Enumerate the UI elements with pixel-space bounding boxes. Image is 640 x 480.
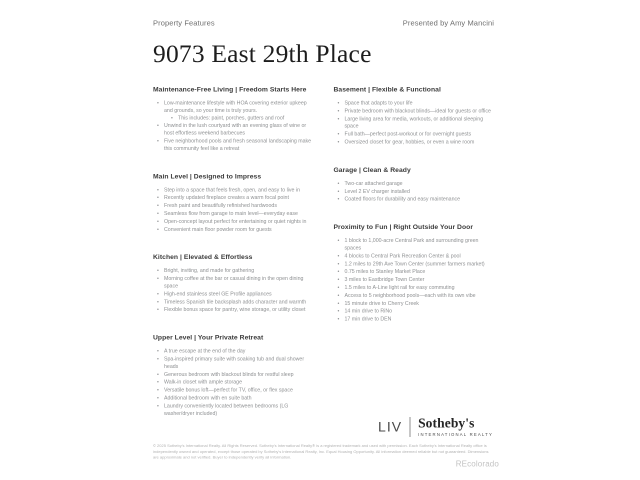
feature-bullet bbox=[156, 387, 314, 394]
bullet-icon: • bbox=[337, 115, 340, 122]
bullet-text: 17 min drive to DEN bbox=[344, 316, 392, 323]
bullet-text: 1.2 miles to 29th Ave Town Center (summer farmers market) bbox=[344, 260, 485, 267]
feature-sub-bullet bbox=[170, 114, 314, 121]
bullet-text: 14 min drive to RiNo bbox=[344, 308, 393, 315]
feature-bullet bbox=[337, 300, 495, 307]
presented-by-label: Presented by Amy Mancini bbox=[402, 19, 494, 28]
feature-section bbox=[153, 172, 314, 233]
bullet-icon: • bbox=[337, 268, 340, 275]
bullet-icon: • bbox=[337, 292, 340, 299]
bullet-icon: • bbox=[337, 276, 340, 283]
feature-sublist bbox=[164, 114, 314, 121]
feature-list bbox=[153, 186, 314, 233]
section-title: Proximity to Fun | Right Outside Your Door bbox=[333, 223, 473, 231]
bullet-text: Recently updated fireplace creates a warm focal point bbox=[164, 194, 289, 201]
bullet-text: Spa-inspired primary suite with soaking tub and dual shower heads bbox=[164, 355, 305, 370]
bullet-text: This includes: paint, porches, gutters and roof bbox=[178, 114, 285, 121]
page-header bbox=[153, 0, 494, 28]
feature-bullet bbox=[156, 371, 314, 378]
feature-bullet bbox=[337, 276, 495, 283]
logo-divider bbox=[410, 417, 411, 437]
bullet-text: Fresh paint and beautifully refinished hardwoods bbox=[164, 202, 277, 209]
bullet-icon: • bbox=[157, 290, 159, 297]
logo-tagline: INTERNATIONAL REALTY bbox=[418, 432, 493, 437]
feature-list bbox=[153, 100, 314, 153]
bullet-icon: • bbox=[157, 394, 159, 401]
feature-bullet bbox=[337, 188, 495, 195]
feature-bullet bbox=[337, 308, 495, 315]
bullet-text: 15 minute drive to Cherry Creek bbox=[344, 300, 419, 307]
feature-bullet bbox=[156, 194, 314, 201]
section-title: Main Level | Designed to Impress bbox=[153, 172, 262, 180]
doc-type-label: Property Features bbox=[153, 19, 215, 28]
feature-section bbox=[153, 253, 314, 313]
sothebys-logo-block bbox=[418, 417, 493, 438]
bullet-text: Flexible bonus space for pantry, wine storage, or utility closet bbox=[164, 306, 306, 313]
bullet-icon: • bbox=[157, 387, 159, 394]
feature-bullet bbox=[337, 260, 495, 267]
bullet-text: Space that adapts to your life bbox=[344, 100, 413, 106]
bullet-text: Access to 5 neighborhood pools—each with its own vibe bbox=[344, 292, 476, 299]
bullet-text: Unwind in the lush courtyard with an evening glass of wine or host effortless weekend barbecues bbox=[164, 122, 307, 137]
section-title: Maintenance-Free Living | Freedom Starts Here bbox=[153, 85, 307, 93]
bullet-icon: • bbox=[171, 114, 173, 121]
feature-bullet bbox=[156, 137, 314, 152]
feature-bullet bbox=[337, 237, 495, 252]
feature-bullet bbox=[156, 379, 314, 386]
bullet-text: 1 block to 1,000-acre Central Park and surrounding green spaces bbox=[344, 237, 479, 251]
bullet-icon: • bbox=[337, 260, 340, 267]
bullet-text: Walk-in closet with ample storage bbox=[164, 379, 243, 386]
feature-bullet bbox=[337, 196, 495, 203]
feature-bullet bbox=[156, 306, 314, 313]
bullet-icon: • bbox=[157, 210, 159, 217]
bullet-text: Versatile bonus loft—perfect for TV, office, or flex space bbox=[164, 387, 293, 394]
bullet-text: Full bath—perfect post-workout or for overnight guests bbox=[344, 131, 472, 138]
bullet-text: Bright, inviting, and made for gathering bbox=[164, 267, 255, 274]
bullet-icon: • bbox=[157, 348, 159, 355]
section-title: Kitchen | Elevated & Effortless bbox=[153, 253, 253, 261]
feature-bullet bbox=[337, 115, 495, 130]
bullet-text: 0.75 miles to Stanley Market Place bbox=[344, 268, 426, 275]
section-title: Garage | Clean & Ready bbox=[333, 165, 411, 174]
left-column bbox=[153, 86, 314, 438]
feature-list bbox=[153, 348, 314, 418]
bullet-text: Generous bedroom with blackout blinds for restful sleep bbox=[164, 371, 294, 378]
bullet-text: Convenient main floor powder room for guests bbox=[164, 226, 272, 233]
feature-section bbox=[153, 86, 314, 153]
sothebys-logo-text: Sotheby's bbox=[418, 415, 475, 431]
feature-bullet bbox=[337, 100, 495, 107]
bullet-icon: • bbox=[337, 131, 340, 138]
bullet-text: Five neighborhood pools and fresh seasonal landscaping make this community feel like a retreat bbox=[164, 137, 312, 152]
feature-bullet bbox=[337, 268, 495, 275]
bullet-text: Laundry conveniently located between bedrooms (LG washer/dryer included) bbox=[164, 402, 289, 417]
property-address-title: 9073 East 29th Place bbox=[153, 40, 372, 68]
bullet-icon: • bbox=[337, 138, 340, 145]
bullet-text: A true escape at the end of the day bbox=[164, 348, 246, 355]
bullet-text: Morning coffee at the bar or casual dining in the open dining space bbox=[164, 275, 304, 289]
bullet-icon: • bbox=[157, 100, 159, 106]
legal-disclaimer: © 2025 Sotheby's International Realty. All Rights Reserved. Sotheby's International Realty® is a registered trademark and used with permission. Each Sotheby's International Realty office is independently owned and operated, except those operated by Sotheby's International Realty, Inc. Equal Housing Opportunity. All information deemed reliable but not guaranteed. Dimensions are approximate and not verified. Buyer to independently verify all information. bbox=[153, 443, 489, 460]
bullet-text: Open-concept layout perfect for entertaining or quiet nights in bbox=[164, 218, 307, 225]
bullet-text: Coated floors for durability and easy maintenance bbox=[344, 196, 461, 203]
bullet-text: Private bedroom with blackout blinds—ideal for guests or office bbox=[344, 107, 491, 114]
bullet-icon: • bbox=[337, 316, 340, 323]
section-title: Upper Level | Your Private Retreat bbox=[153, 333, 264, 342]
bullet-text: Step into a space that feels fresh, open, and easy to live in bbox=[164, 186, 301, 193]
bullet-text: Two-car attached garage bbox=[344, 180, 403, 187]
bullet-icon: • bbox=[157, 194, 159, 201]
bullet-text: High-end stainless steel GE Profile appliances bbox=[164, 290, 272, 297]
bullet-icon: • bbox=[337, 284, 340, 291]
bullet-icon: • bbox=[157, 298, 159, 305]
feature-bullet bbox=[337, 107, 495, 114]
feature-bullet bbox=[156, 298, 314, 305]
feature-bullet bbox=[156, 226, 314, 233]
feature-bullet bbox=[156, 122, 314, 137]
bullet-icon: • bbox=[157, 306, 159, 313]
liv-logo-text: LIV bbox=[378, 418, 403, 435]
feature-bullet bbox=[156, 355, 314, 370]
feature-list bbox=[334, 100, 495, 146]
feature-bullet bbox=[156, 186, 314, 193]
feature-bullet bbox=[337, 284, 495, 291]
bullet-text: Oversized closet for gear, hobbies, or even a wine room bbox=[344, 138, 475, 145]
feature-bullet bbox=[156, 210, 314, 217]
feature-bullet bbox=[156, 290, 314, 297]
bullet-icon: • bbox=[157, 186, 159, 193]
feature-bullet bbox=[156, 275, 314, 290]
right-column bbox=[334, 86, 495, 438]
feature-section bbox=[334, 166, 495, 203]
bullet-icon: • bbox=[157, 202, 159, 209]
bullet-text: 4 blocks to Central Park Recreation Center & pool bbox=[344, 252, 461, 259]
bullet-icon: • bbox=[337, 252, 340, 259]
bullet-text: 3 miles to Eastbridge Town Center bbox=[344, 276, 425, 283]
bullet-text: Large living area for media, workouts, or additional sleeping space bbox=[344, 115, 484, 130]
feature-section bbox=[334, 223, 495, 323]
bullet-icon: • bbox=[157, 402, 159, 409]
feature-bullet bbox=[156, 348, 314, 355]
bullet-text: Timeless Spanish tile backsplash adds character and warmth bbox=[164, 298, 307, 305]
feature-bullet bbox=[156, 402, 314, 417]
feature-section bbox=[153, 334, 314, 418]
feature-bullet bbox=[156, 267, 314, 274]
liv-sothebys-logo bbox=[378, 417, 493, 438]
feature-bullet bbox=[337, 316, 495, 323]
section-title: Basement | Flexible & Functional bbox=[333, 85, 441, 93]
feature-bullet bbox=[156, 202, 314, 209]
feature-bullet bbox=[156, 218, 314, 225]
feature-section bbox=[334, 86, 495, 146]
feature-bullet bbox=[337, 131, 495, 138]
feature-columns bbox=[153, 86, 494, 438]
bullet-text: Level 2 EV charger installed bbox=[344, 188, 410, 195]
bullet-text: Low-maintenance lifestyle with HOA covering exterior upkeep and grounds, so your time is truly yours. bbox=[164, 100, 307, 114]
feature-list bbox=[334, 237, 495, 323]
feature-bullet bbox=[337, 252, 495, 259]
feature-bullet bbox=[156, 100, 314, 122]
bullet-icon: • bbox=[337, 107, 340, 114]
bullet-icon: • bbox=[337, 188, 340, 195]
feature-list bbox=[334, 180, 495, 203]
bullet-icon: • bbox=[337, 100, 340, 106]
bullet-icon: • bbox=[157, 267, 159, 274]
recolorado-watermark: REcolorado bbox=[455, 460, 499, 469]
bullet-icon: • bbox=[157, 226, 159, 233]
feature-bullet bbox=[337, 180, 495, 187]
page-content bbox=[153, 0, 499, 480]
bullet-icon: • bbox=[157, 137, 159, 144]
bullet-icon: • bbox=[337, 237, 340, 244]
bullet-icon: • bbox=[157, 122, 159, 129]
bullet-icon: • bbox=[337, 300, 340, 307]
feature-bullet bbox=[337, 138, 495, 145]
bullet-text: Seamless flow from garage to main level—everyday ease bbox=[164, 210, 298, 217]
bullet-icon: • bbox=[337, 308, 340, 315]
bullet-icon: • bbox=[337, 196, 340, 203]
bullet-icon: • bbox=[337, 180, 340, 187]
bullet-icon: • bbox=[157, 371, 159, 378]
bullet-icon: • bbox=[157, 379, 159, 386]
bullet-icon: • bbox=[157, 355, 159, 362]
feature-list bbox=[153, 267, 314, 313]
bullet-icon: • bbox=[157, 218, 159, 225]
feature-bullet bbox=[337, 292, 495, 299]
bullet-text: Additional bedroom with en suite bath bbox=[164, 394, 252, 401]
bullet-icon: • bbox=[157, 275, 159, 282]
bullet-text: 1.5 miles to A-Line light rail for easy commuting bbox=[344, 284, 455, 291]
feature-bullet bbox=[156, 394, 314, 401]
